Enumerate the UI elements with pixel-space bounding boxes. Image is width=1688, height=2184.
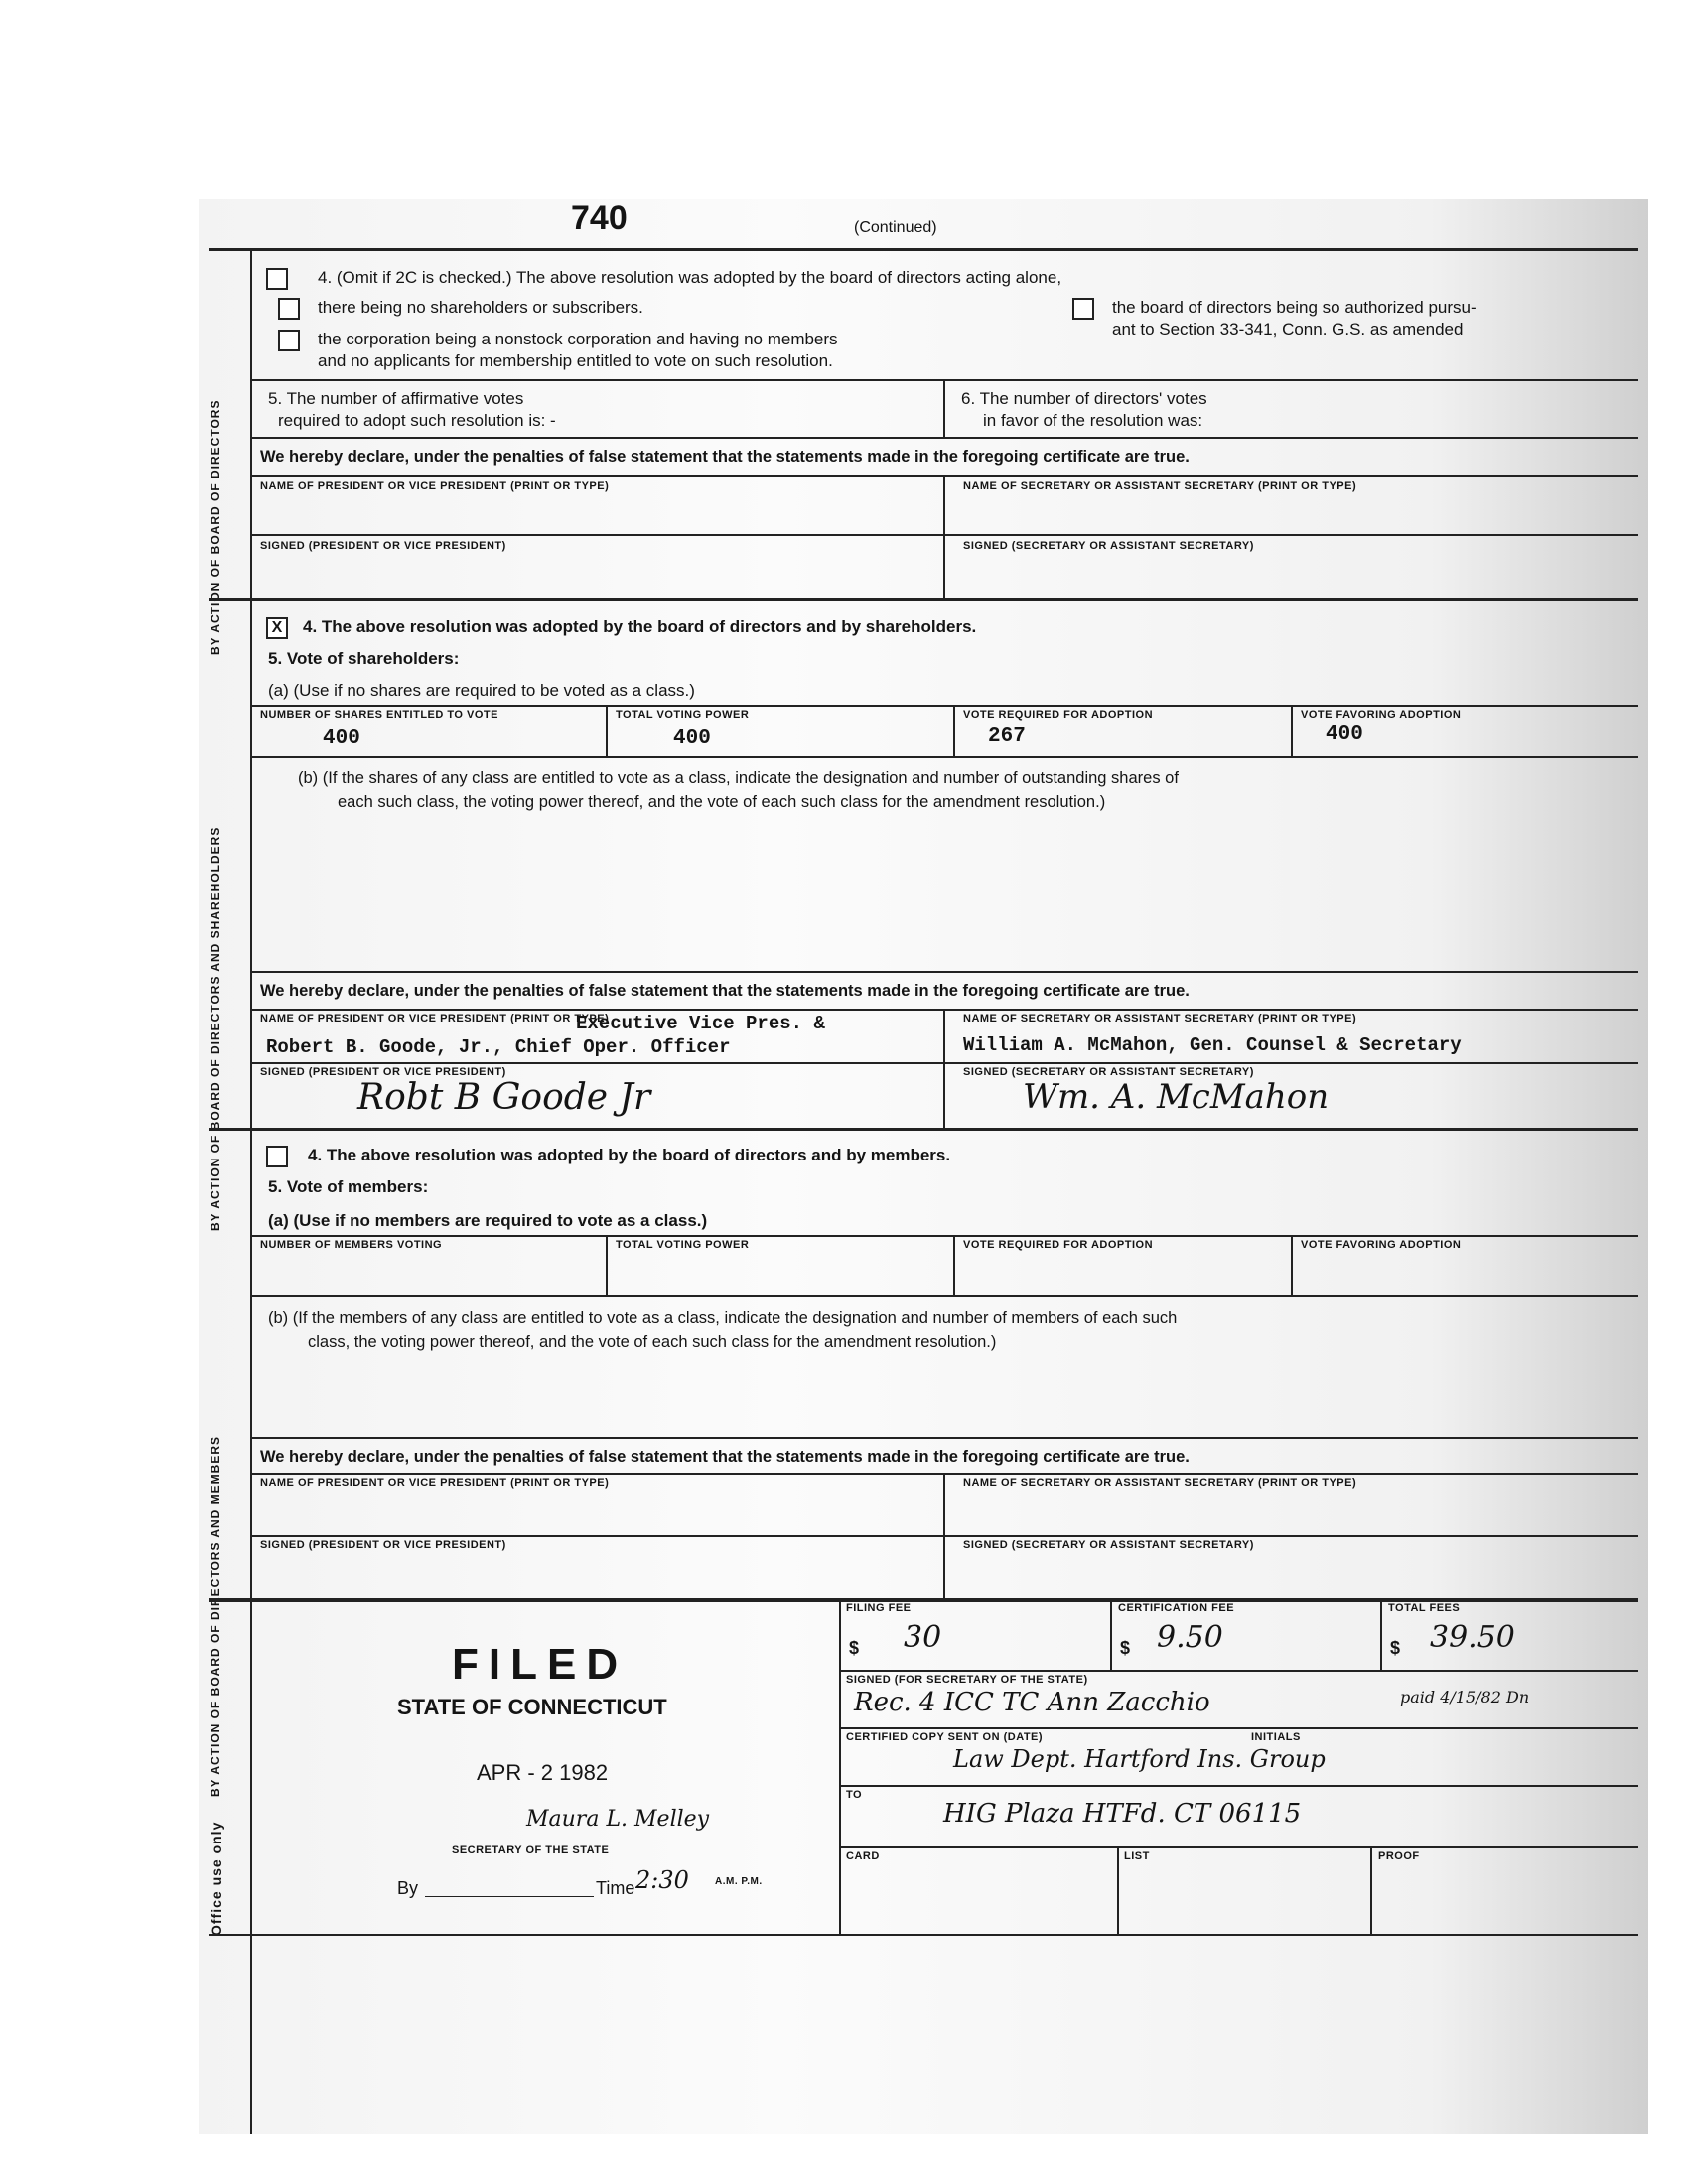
signature-president: Robt B Goode Jr [357, 1077, 651, 1118]
filed-by-label: By [397, 1878, 419, 1898]
option-no-shareholders: there being no shareholders or subscribers. [318, 298, 643, 317]
label-card: CARD [846, 1850, 880, 1862]
section2-declaration: We hereby declare, under the penalties of false statement that the statements made in the foregoing certificate are true. [260, 982, 1190, 1000]
section2-item-b-line2: each such class, the voting power thereof, and the vote of each such class for the amendment resolution.) [338, 793, 1106, 811]
label-signed-secretary: SIGNED (FOR SECRETARY OF THE STATE) [846, 1674, 1088, 1686]
sidebar-rule [250, 248, 252, 2134]
form-page [199, 199, 1648, 2134]
label-cert-fee: CERTIFICATION FEE [1118, 1602, 1235, 1614]
section3-label-secretary: NAME OF SECRETARY OR ASSISTANT SECRETARY (PRINT OR TYPE) [963, 1477, 1357, 1489]
filing-fee-currency: $ [849, 1638, 860, 1658]
section2-item-a: (a) (Use if no shares are required to be voted as a class.) [268, 681, 695, 700]
label-initials: INITIALS [1251, 1731, 1301, 1743]
label-copy-sent: CERTIFIED COPY SENT ON (DATE) [846, 1731, 1044, 1743]
filed-am-pm: A.M. P.M. [715, 1876, 763, 1887]
section1-declaration: We hereby declare, under the penalties of false statement that the statements made in the foregoing certificate are true. [260, 448, 1190, 466]
option-board-authorized-line2: ant to Section 33-341, Conn. G.S. as amended [1112, 320, 1464, 339]
section1-label-signed-sec: SIGNED (SECRETARY OR ASSISTANT SECRETARY) [963, 540, 1254, 552]
sidebar-office: Office use only [209, 1821, 224, 1936]
val-required: 267 [988, 725, 1026, 748]
cert-fee-value: 9.50 [1157, 1620, 1223, 1655]
section3-item-b-line1: (b) (If the members of any class are entitled to vote as a class, indicate the designation and number of members of each such [268, 1309, 1178, 1327]
section3-label-signed-pres: SIGNED (PRESIDENT OR VICE PRESIDENT) [260, 1539, 506, 1551]
col-favoring-label-3: VOTE FAVORING ADOPTION [1301, 1239, 1462, 1251]
option-board-authorized-checkbox[interactable] [1072, 298, 1094, 320]
val-shares: 400 [323, 727, 360, 750]
filed-secretary-label: SECRETARY OF THE STATE [452, 1844, 610, 1856]
section3-declaration: We hereby declare, under the penalties of false statement that the statements made in the foregoing certificate are true. [260, 1448, 1190, 1466]
top-rule [209, 248, 1638, 251]
section2-label-signed-sec: SIGNED (SECRETARY OR ASSISTANT SECRETARY) [963, 1066, 1254, 1078]
section3-label-president: NAME OF PRESIDENT OR VICE PRESIDENT (PRINT OR TYPE) [260, 1477, 610, 1489]
sidebar-section3: BY ACTION OF BOARD OF DIRECTORS AND MEMBERS [209, 1435, 222, 1797]
section3-item-a: (a) (Use if no members are required to vote as a class.) [268, 1211, 708, 1230]
filed-stamp-date: APR - 2 1982 [477, 1760, 609, 1785]
item5-label-line1: 5. The number of affirmative votes [268, 389, 524, 408]
section2-checkbox[interactable]: X [266, 617, 288, 639]
section1-item4: 4. (Omit if 2C is checked.) The above resolution was adopted by the board of directors acting alone, [318, 268, 1062, 287]
filing-fee-value: 30 [904, 1620, 942, 1655]
section3-item5: 5. Vote of members: [268, 1177, 429, 1196]
filed-time-value: 2:30 [635, 1866, 689, 1894]
item6-label-line2: in favor of the resolution was: [983, 411, 1203, 430]
section2-label-secretary: NAME OF SECRETARY OR ASSISTANT SECRETARY (PRINT OR TYPE) [963, 1013, 1357, 1024]
col-required-label: VOTE REQUIRED FOR ADOPTION [963, 709, 1154, 721]
section2-label-signed-pres: SIGNED (PRESIDENT OR VICE PRESIDENT) [260, 1066, 506, 1078]
filed-stamp-title: FILED [452, 1640, 629, 1689]
president-title: Executive Vice Pres. & [576, 1013, 825, 1034]
option-nonstock-checkbox[interactable] [278, 330, 300, 351]
filed-time-label: Time [596, 1878, 635, 1898]
signature-secretary: Wm. A. McMahon [1023, 1077, 1330, 1117]
sidebar-section1: BY ACTION OF BOARD OF DIRECTORS [209, 399, 222, 655]
label-proof: PROOF [1378, 1850, 1420, 1862]
col-power-label-3: TOTAL VOTING POWER [616, 1239, 750, 1251]
col-power-label: TOTAL VOTING POWER [616, 709, 750, 721]
paid-note: paid 4/15/82 Dn [1400, 1688, 1530, 1706]
label-filing-fee: FILING FEE [846, 1602, 912, 1614]
option-board-authorized-line1: the board of directors being so authorized pursu- [1112, 298, 1477, 317]
val-power: 400 [673, 727, 711, 750]
item5-label-line2: required to adopt such resolution is: - [278, 411, 556, 430]
page-number: 740 [571, 200, 628, 237]
val-favoring: 400 [1326, 723, 1363, 746]
total-fees-value: 39.50 [1430, 1620, 1515, 1655]
col-shares-label: NUMBER OF SHARES ENTITLED TO VOTE [260, 709, 498, 721]
item6-label-line1: 6. The number of directors' votes [961, 389, 1207, 408]
filed-stamp-state: STATE OF CONNECTICUT [397, 1695, 667, 1719]
col-favoring-label: VOTE FAVORING ADOPTION [1301, 709, 1462, 721]
section1-label-president: NAME OF PRESIDENT OR VICE PRESIDENT (PRINT OR TYPE) [260, 480, 610, 492]
section3-label-signed-sec: SIGNED (SECRETARY OR ASSISTANT SECRETARY) [963, 1539, 1254, 1551]
section1-checkbox[interactable] [266, 268, 288, 290]
to-value: HIG Plaza HTFd. CT 06115 [943, 1799, 1302, 1829]
copy-sent-value: Law Dept. Hartford Ins. Group [953, 1745, 1326, 1773]
label-list: LIST [1124, 1850, 1150, 1862]
section2-item-b-line1: (b) (If the shares of any class are entitled to vote as a class, indicate the designation and number of outstanding shares of [298, 769, 1179, 787]
president-name: Robert B. Goode, Jr., Chief Oper. Officer [266, 1036, 731, 1058]
secretary-name: William A. McMahon, Gen. Counsel & Secretary [963, 1034, 1462, 1056]
label-total-fees: TOTAL FEES [1388, 1602, 1461, 1614]
section2-label-president: NAME OF PRESIDENT OR VICE PRESIDENT (PRINT OR TYPE) [260, 1013, 610, 1024]
sidebar-section2: BY ACTION OF BOARD OF DIRECTORS AND SHAREHOLDERS [209, 826, 222, 1231]
label-to: TO [846, 1789, 863, 1801]
option-nonstock-line2: and no applicants for membership entitled to vote on such resolution. [318, 351, 833, 370]
signed-secretary-value: Rec. 4 ICC TC Ann Zacchio [854, 1688, 1210, 1717]
section3-item4: 4. The above resolution was adopted by the board of directors and by members. [308, 1146, 951, 1164]
section1-label-secretary: NAME OF SECRETARY OR ASSISTANT SECRETARY (PRINT OR TYPE) [963, 480, 1357, 492]
col-members-label: NUMBER OF MEMBERS VOTING [260, 1239, 443, 1251]
section2-item5: 5. Vote of shareholders: [268, 649, 460, 668]
section1-label-signed-pres: SIGNED (PRESIDENT OR VICE PRESIDENT) [260, 540, 506, 552]
option-no-shareholders-checkbox[interactable] [278, 298, 300, 320]
total-fees-currency: $ [1390, 1638, 1401, 1658]
filed-secretary-signature: Maura L. Melley [526, 1807, 710, 1832]
col-required-label-3: VOTE REQUIRED FOR ADOPTION [963, 1239, 1154, 1251]
cert-fee-currency: $ [1120, 1638, 1131, 1658]
continuation-label: (Continued) [854, 219, 937, 236]
section3-checkbox[interactable] [266, 1146, 288, 1167]
section2-item4: 4. The above resolution was adopted by the board of directors and by shareholders. [303, 617, 977, 636]
section3-item-b-line2: class, the voting power thereof, and the vote of each such class for the amendment resolution.) [308, 1333, 997, 1351]
option-nonstock-line1: the corporation being a nonstock corporation and having no members [318, 330, 838, 348]
